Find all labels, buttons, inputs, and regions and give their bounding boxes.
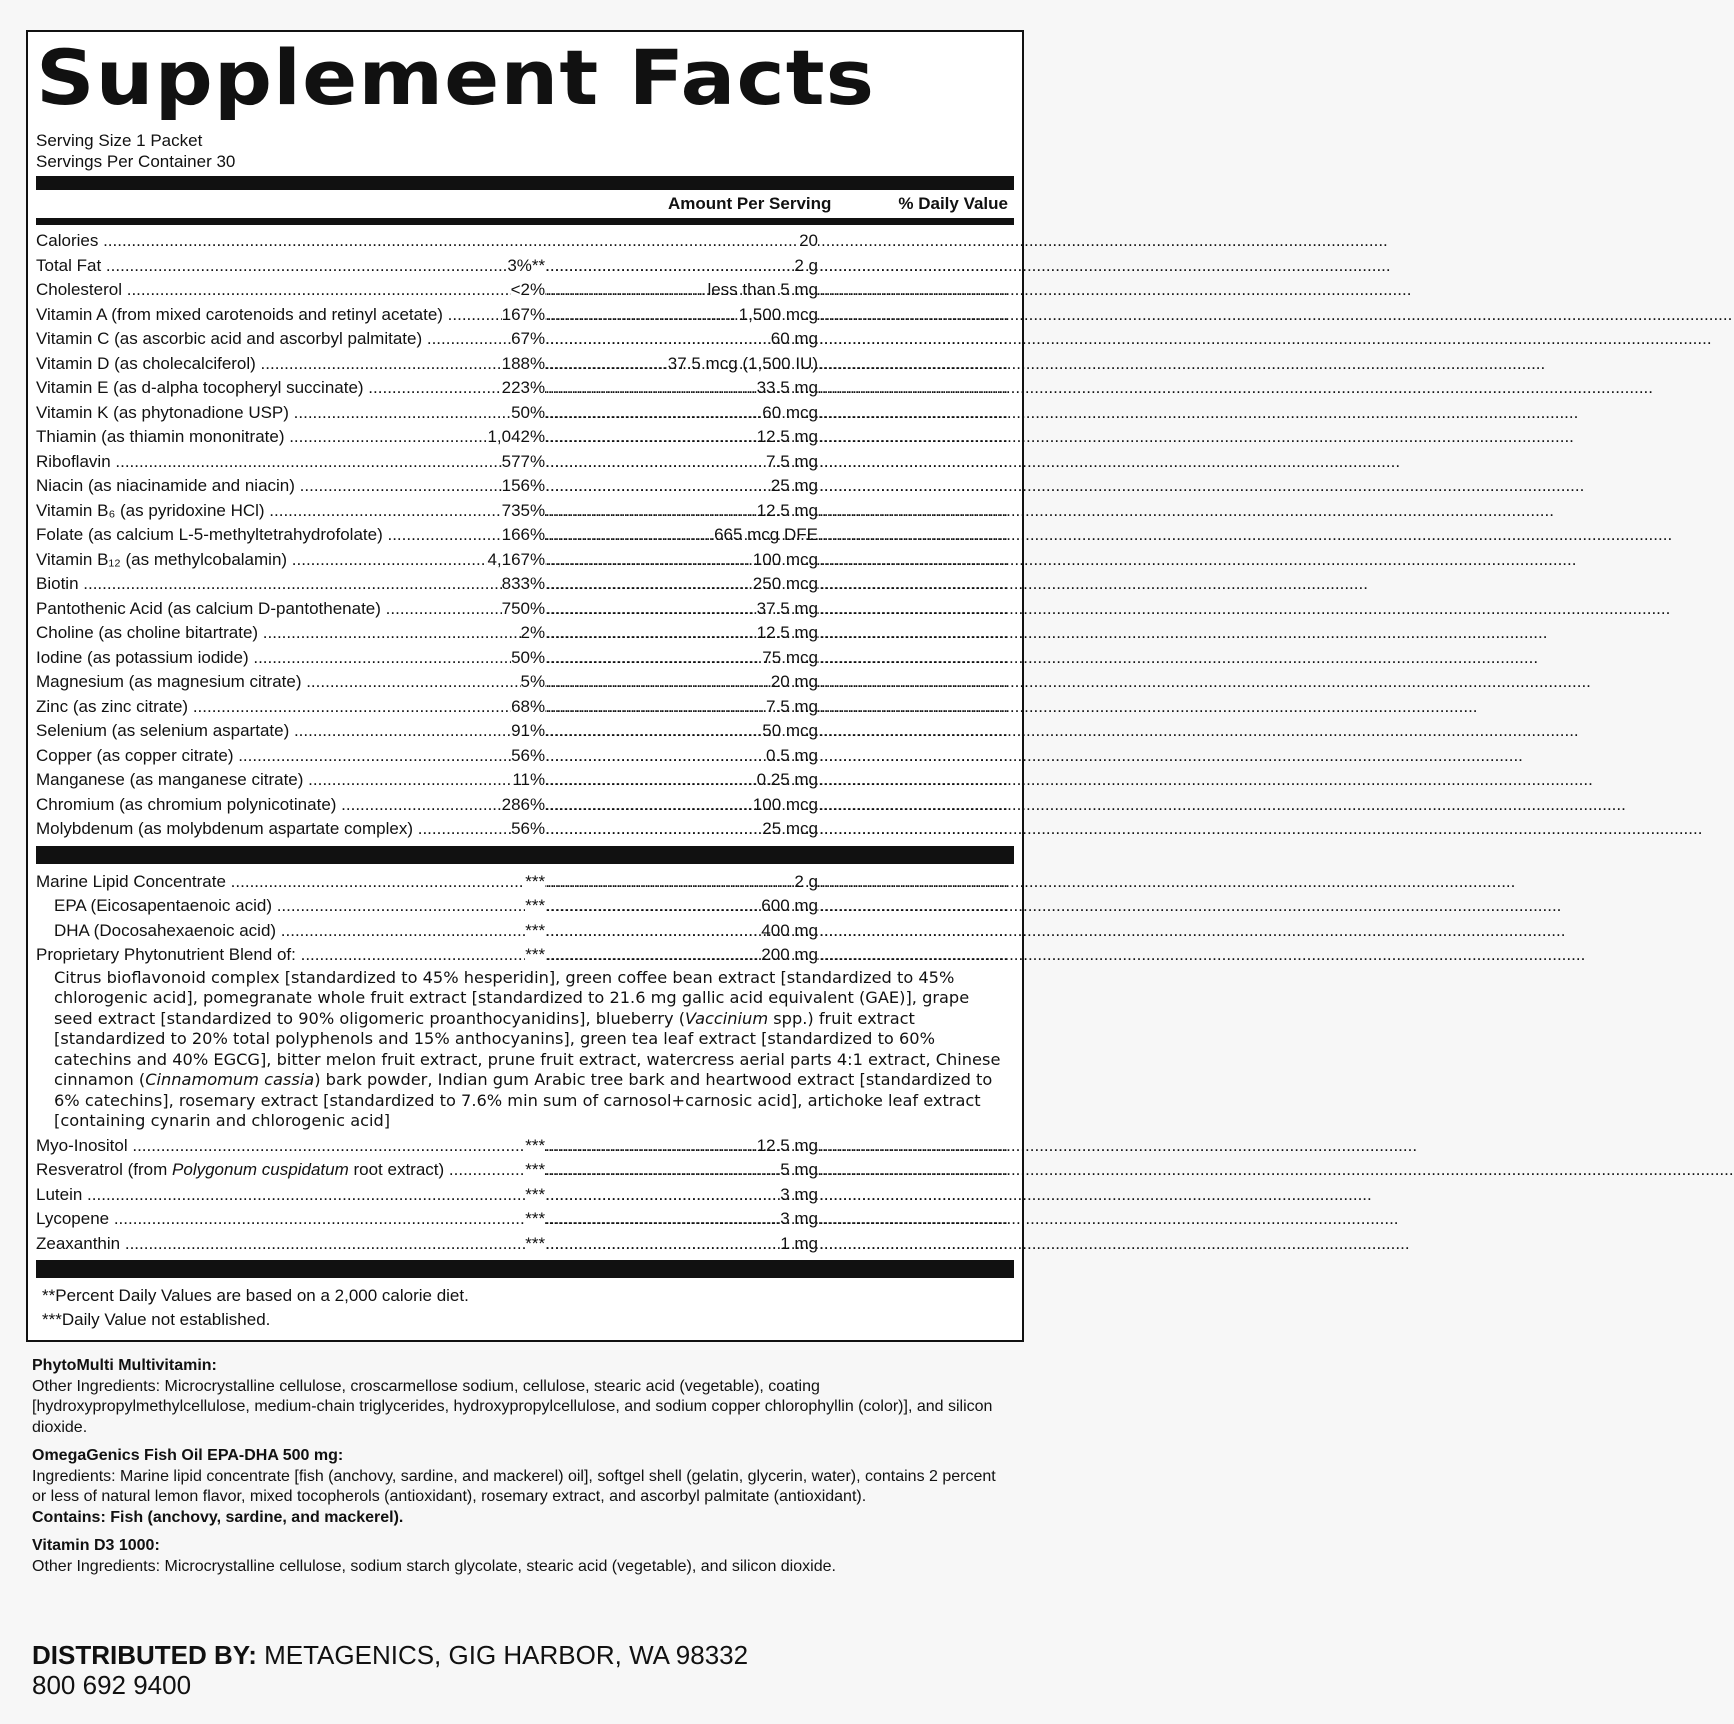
distributor-phone: 800 692 9400 bbox=[32, 1670, 192, 1700]
nutrient-amount: 3 mg bbox=[778, 1207, 818, 1232]
lipid-list bbox=[36, 870, 1014, 968]
nutrient-amount: 100 mcg bbox=[751, 793, 818, 818]
ingredients-section bbox=[32, 1356, 1012, 1585]
nutrient-name: Vitamin C (as ascorbic acid and ascorbyl palmitate) ..... bbox=[36, 327, 796, 352]
product-vitamin-d3 bbox=[32, 1536, 1012, 1577]
nutrient-daily-value: ..... 735% bbox=[828, 499, 1008, 524]
nutrient-daily-value: ..... 286% bbox=[828, 793, 1008, 818]
nutrient-amount: 600 mg bbox=[759, 894, 818, 919]
nutrient-name: Chromium (as chromium polynicotinate) ..... bbox=[36, 793, 796, 818]
nutrient-amount: 2 g bbox=[792, 254, 818, 279]
nutrient-daily-value: ..... 166% bbox=[828, 523, 1008, 548]
nutrient-name: Vitamin D (as cholecalciferol) ..... bbox=[36, 352, 796, 377]
nutrient-row bbox=[36, 768, 1014, 793]
nutrient-name: Total Fat ..... bbox=[36, 254, 796, 279]
nutrient-name: Vitamin B₁₂ (as methylcobalamin) ..... bbox=[36, 548, 796, 573]
nutrient-amount: 1,500 mcg bbox=[737, 303, 818, 328]
nutrient-amount: 400 mg bbox=[759, 919, 818, 944]
amount-header: Amount Per Serving bbox=[668, 194, 832, 213]
nutrient-row bbox=[36, 303, 1014, 328]
nutrient-amount: 75 mcg bbox=[760, 646, 818, 671]
product-ingredients: Other Ingredients: Microcrystalline cellulose, sodium starch glycolate, stearic acid (vegetable), and silicon dioxide. bbox=[32, 1557, 836, 1575]
nutrient-name: Cholesterol ..... bbox=[36, 278, 796, 303]
nutrient-amount: 0.25 mg bbox=[755, 768, 818, 793]
nutrient-amount: 7.5 mg bbox=[764, 450, 818, 475]
nutrient-daily-value: ..... *** bbox=[828, 870, 1008, 895]
nutrient-daily-value: ..... 50% bbox=[828, 646, 1008, 671]
nutrient-name: Molybdenum (as molybdenum aspartate complex) ..... bbox=[36, 817, 796, 842]
nutrient-amount: 12.5 mg bbox=[755, 499, 818, 524]
nutrient-amount: 5 mg bbox=[778, 1158, 818, 1183]
nutrient-daily-value: ..... *** bbox=[828, 943, 1008, 968]
nutrient-name: Marine Lipid Concentrate ..... bbox=[36, 870, 796, 895]
nutrient-row bbox=[36, 744, 1014, 769]
nutrient-name: Vitamin A (from mixed carotenoids and retinyl acetate) ..... bbox=[36, 303, 796, 328]
nutrient-name: Resveratrol (from Polygonum cuspidatum root extract) ..... bbox=[36, 1158, 796, 1183]
nutrient-name: Myo-Inositol ..... bbox=[36, 1134, 796, 1159]
nutrient-daily-value: ..... 5% bbox=[828, 670, 1008, 695]
nutrient-amount: 25 mg bbox=[769, 474, 818, 499]
nutrient-row bbox=[36, 1183, 1014, 1208]
panel-title: Supplement Facts bbox=[36, 33, 876, 122]
nutrient-list bbox=[36, 229, 1014, 842]
nutrient-name: Lutein ..... bbox=[36, 1183, 796, 1208]
nutrient-daily-value: ..... 577% bbox=[828, 450, 1008, 475]
product-title: PhytoMulti Multivitamin: bbox=[32, 1357, 217, 1374]
nutrient-daily-value: ..... 223% bbox=[828, 376, 1008, 401]
nutrient-name: Thiamin (as thiamin mononitrate) ..... bbox=[36, 425, 796, 450]
nutrient-name: Zinc (as zinc citrate) ..... bbox=[36, 695, 796, 720]
nutrient-daily-value: ..... 3%** bbox=[828, 254, 1008, 279]
nutrient-name: Pantothenic Acid (as calcium D-pantothenate) ..... bbox=[36, 597, 796, 622]
nutrient-row bbox=[36, 352, 1014, 377]
serving-size: Serving Size 1 Packet bbox=[36, 131, 203, 150]
nutrient-amount: 250 mcg bbox=[751, 572, 818, 597]
distributor-label: DISTRIBUTED BY: bbox=[32, 1640, 257, 1670]
nutrient-row bbox=[36, 719, 1014, 744]
nutrient-name: Vitamin E (as d-alpha tocopheryl succinate) ..... bbox=[36, 376, 796, 401]
nutrient-daily-value: ..... 167% bbox=[828, 303, 1008, 328]
nutrient-row bbox=[36, 254, 1014, 279]
divider-mid bbox=[36, 218, 1014, 225]
product-ingredients: Other Ingredients: Microcrystalline cellulose, croscarmellose sodium, cellulose, stearic acid (vegetable), coating [hydroxypropylmethylcellulose, medium-chain triglycerides, hydroxypropylcellulose, and sodium copper chlorophyllin (color)], and silicon dioxide. bbox=[32, 1377, 993, 1436]
nutrient-daily-value: ..... <2% bbox=[828, 278, 1008, 303]
nutrient-daily-value: ..... 91% bbox=[828, 719, 1008, 744]
nutrient-daily-value: ..... 4,167% bbox=[828, 548, 1008, 573]
nutrient-name: EPA (Eicosapentaenoic acid) ..... bbox=[36, 894, 796, 919]
nutrient-row bbox=[36, 499, 1014, 524]
column-header bbox=[36, 190, 1014, 216]
nutrient-amount: 2 g bbox=[792, 870, 818, 895]
allergen-note: Contains: Fish (anchovy, sardine, and mackerel). bbox=[32, 1508, 404, 1526]
nutrient-name: Vitamin B₆ (as pyridoxine HCl) ..... bbox=[36, 499, 796, 524]
nutrient-row bbox=[36, 894, 1014, 919]
nutrient-amount: 200 mg bbox=[759, 943, 818, 968]
nutrient-row bbox=[36, 943, 1014, 968]
nutrient-row bbox=[36, 376, 1014, 401]
nutrient-name: Iodine (as potassium iodide) ..... bbox=[36, 646, 796, 671]
nutrient-row bbox=[36, 670, 1014, 695]
nutrient-row bbox=[36, 919, 1014, 944]
footnote-dv-not-established: ***Daily Value not established. bbox=[42, 1310, 271, 1329]
nutrient-amount: 37.5 mg bbox=[755, 597, 818, 622]
nutrient-name: Selenium (as selenium aspartate) ..... bbox=[36, 719, 796, 744]
nutrient-daily-value: ..... 68% bbox=[828, 695, 1008, 720]
divider-thick bbox=[36, 1260, 1014, 1278]
nutrient-name: Proprietary Phytonutrient Blend of: ..... bbox=[36, 943, 796, 968]
nutrient-name: DHA (Docosahexaenoic acid) ..... bbox=[36, 919, 796, 944]
distributor-info bbox=[32, 1640, 748, 1700]
nutrient-amount: 0.5 mg bbox=[764, 744, 818, 769]
nutrient-amount: 12.5 mg bbox=[755, 621, 818, 646]
supplement-facts-panel bbox=[26, 30, 1024, 1342]
distributor-name: METAGENICS, GIG HARBOR, WA 98332 bbox=[256, 1640, 749, 1670]
nutrient-row bbox=[36, 450, 1014, 475]
nutrient-amount: 20 mg bbox=[769, 670, 818, 695]
nutrient-daily-value: ..... 833% bbox=[828, 572, 1008, 597]
nutrient-amount: 3 mg bbox=[778, 1183, 818, 1208]
nutrient-row bbox=[36, 572, 1014, 597]
nutrient-row bbox=[36, 870, 1014, 895]
nutrient-daily-value: ..... *** bbox=[828, 1232, 1008, 1257]
nutrient-name: Zeaxanthin ..... bbox=[36, 1232, 796, 1257]
footnote-percent-dv: **Percent Daily Values are based on a 2,000 calorie diet. bbox=[42, 1286, 469, 1305]
nutrient-row bbox=[36, 695, 1014, 720]
nutrient-amount: 12.5 mg bbox=[755, 1134, 818, 1159]
nutrient-row bbox=[36, 793, 1014, 818]
nutrient-amount: 20 bbox=[797, 229, 818, 254]
servings-per-container: Servings Per Container 30 bbox=[36, 152, 236, 171]
nutrient-amount: 33.5 mg bbox=[755, 376, 818, 401]
nutrient-daily-value: ..... *** bbox=[828, 1183, 1008, 1208]
nutrient-daily-value: ..... *** bbox=[828, 894, 1008, 919]
product-omegagenics bbox=[32, 1446, 1012, 1528]
nutrient-daily-value: ..... 11% bbox=[828, 768, 1008, 793]
nutrient-amount: less than 5 mg bbox=[705, 278, 818, 303]
nutrient-daily-value: ..... 156% bbox=[828, 474, 1008, 499]
nutrient-row bbox=[36, 817, 1014, 842]
product-title: Vitamin D3 1000: bbox=[32, 1537, 160, 1554]
nutrient-name: Copper (as copper citrate) ..... bbox=[36, 744, 796, 769]
nutrient-amount: 50 mcg bbox=[760, 719, 818, 744]
nutrient-daily-value: ..... 2% bbox=[828, 621, 1008, 646]
nutrient-daily-value: ..... *** bbox=[828, 1158, 1008, 1183]
product-title: OmegaGenics Fish Oil EPA-DHA 500 mg: bbox=[32, 1447, 344, 1464]
nutrient-amount: 60 mcg bbox=[760, 401, 818, 426]
serving-info bbox=[36, 130, 1014, 172]
nutrient-name: Calories ..... bbox=[36, 229, 796, 254]
nutrient-daily-value: ..... *** bbox=[828, 1134, 1008, 1159]
nutrient-daily-value: ..... 50% bbox=[828, 401, 1008, 426]
nutrient-amount: 12.5 mg bbox=[755, 425, 818, 450]
nutrient-amount: 37.5 mcg (1,500 IU) bbox=[666, 352, 818, 377]
nutrient-name: Lycopene ..... bbox=[36, 1207, 796, 1232]
daily-value-header: % Daily Value bbox=[898, 194, 1008, 213]
nutrient-amount: 665 mcg DFE bbox=[712, 523, 818, 548]
nutrient-row bbox=[36, 548, 1014, 573]
nutrient-name: Vitamin K (as phytonadione USP) ..... bbox=[36, 401, 796, 426]
nutrient-name: Choline (as choline bitartrate) ..... bbox=[36, 621, 796, 646]
nutrient-row bbox=[36, 1134, 1014, 1159]
divider-thick bbox=[36, 846, 1014, 864]
nutrient-name: Riboflavin ..... bbox=[36, 450, 796, 475]
nutrient-row bbox=[36, 646, 1014, 671]
product-ingredients: Ingredients: Marine lipid concentrate [fish (anchovy, sardine, and mackerel) oil], softgel shell (gelatin, glycerin, water), contains 2 percent or less of natural lemon flavor, mixed tocopherols (antioxidant), rosemary extract, and ascorbyl palmitate (antioxidant). bbox=[32, 1467, 996, 1505]
other-list bbox=[36, 1134, 1014, 1257]
nutrient-row bbox=[36, 597, 1014, 622]
nutrient-row bbox=[36, 1232, 1014, 1257]
nutrient-row bbox=[36, 401, 1014, 426]
nutrient-row bbox=[36, 425, 1014, 450]
nutrient-daily-value: ..... 1,042% bbox=[828, 425, 1008, 450]
nutrient-daily-value: ..... 56% bbox=[828, 744, 1008, 769]
nutrient-name: Manganese (as manganese citrate) ..... bbox=[36, 768, 796, 793]
nutrient-daily-value: ..... 67% bbox=[828, 327, 1008, 352]
nutrient-row bbox=[36, 1207, 1014, 1232]
nutrient-row bbox=[36, 474, 1014, 499]
product-phytomulti bbox=[32, 1356, 1012, 1438]
nutrient-row bbox=[36, 229, 1014, 254]
nutrient-name: Biotin ..... bbox=[36, 572, 796, 597]
divider-thick bbox=[36, 176, 1014, 190]
nutrient-daily-value: ..... *** bbox=[828, 919, 1008, 944]
nutrient-row bbox=[36, 327, 1014, 352]
nutrient-name: Magnesium (as magnesium citrate) ..... bbox=[36, 670, 796, 695]
nutrient-amount: 1 mg bbox=[778, 1232, 818, 1257]
nutrient-name: Niacin (as niacinamide and niacin) ..... bbox=[36, 474, 796, 499]
nutrient-daily-value: ..... 750% bbox=[828, 597, 1008, 622]
phytonutrient-blend-ingredients: Citrus bioflavonoid complex [standardized to 45% hesperidin], green coffee bean extract [standardized to 45% chlorogenic acid], pomegranate whole fruit extract [standardized to 21.6 mg gallic acid equivalent (GAE)], grape seed extract [standardized to 90% oligomeric proanthocyanidins], blueberry (Vaccinium spp.) fruit extract [standardized to 20% total polyphenols and 15% anthocyanins], green tea leaf extract [standardized to 60% catechins and 40% EGCG], bitter melon fruit extract, prune fruit extract, watercress aerial parts 4:1 extract, Chinese cinnamon (Cinnamomum cassia) bark powder, Indian gum Arabic tree bark and heartwood extract [standardized to 6% catechins], rosemary extract [standardized to 7.6% min sum of carnosol+carnosic acid], artichoke leaf extract [containing cynarin and chlorogenic acid] bbox=[54, 967, 1001, 1130]
nutrient-row bbox=[36, 1158, 1014, 1183]
nutrient-row bbox=[36, 278, 1014, 303]
nutrient-name: Folate (as calcium L-5-methyltetrahydrofolate) ..... bbox=[36, 523, 796, 548]
nutrient-daily-value: ..... *** bbox=[828, 1207, 1008, 1232]
nutrient-amount: 100 mcg bbox=[751, 548, 818, 573]
nutrient-amount: 25 mcg bbox=[760, 817, 818, 842]
nutrient-row bbox=[36, 523, 1014, 548]
nutrient-row bbox=[36, 621, 1014, 646]
nutrient-daily-value: ..... 188% bbox=[828, 352, 1008, 377]
nutrient-amount: 60 mg bbox=[769, 327, 818, 352]
nutrient-amount: 7.5 mg bbox=[764, 695, 818, 720]
nutrient-daily-value: ..... 56% bbox=[828, 817, 1008, 842]
